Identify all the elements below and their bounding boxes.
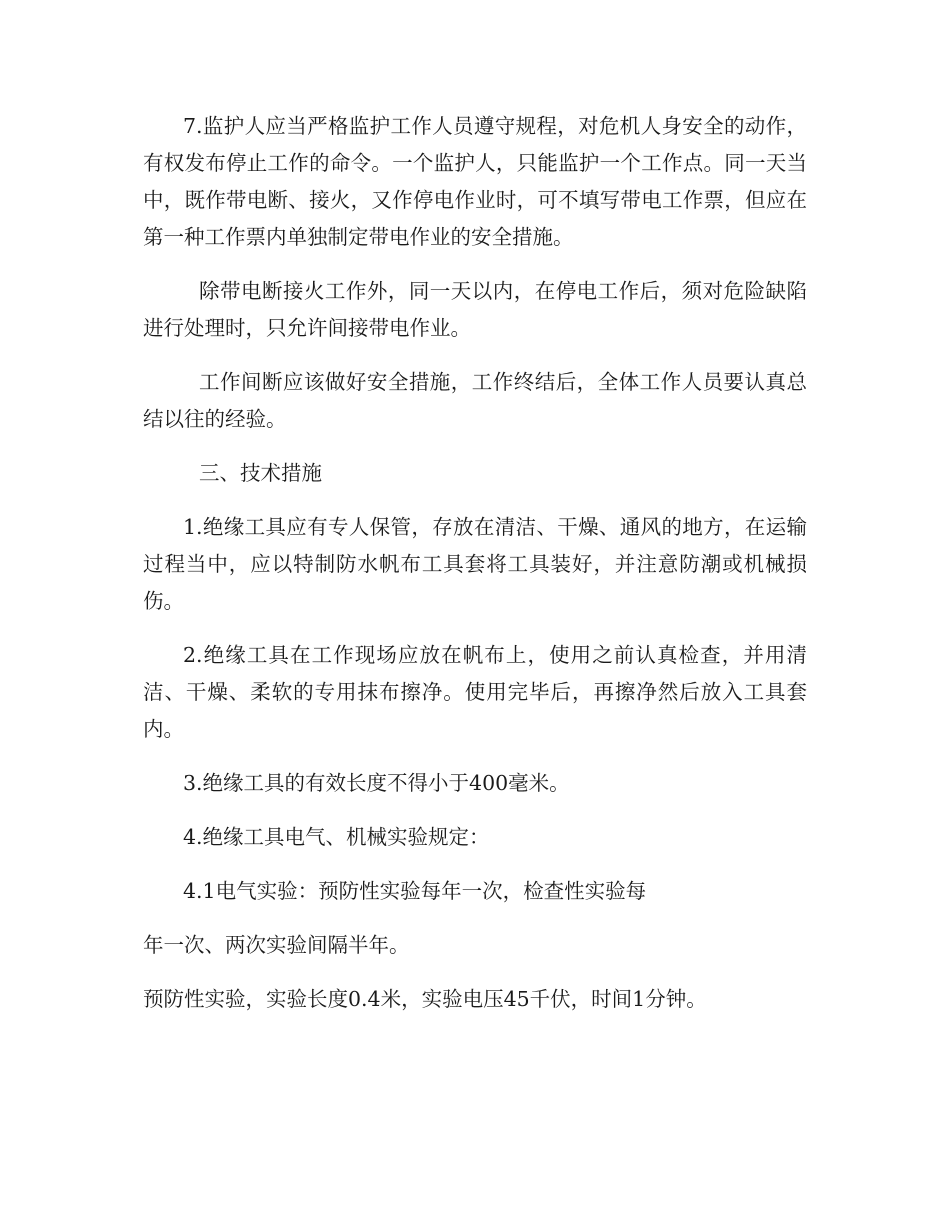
paragraph-item-4-1: 4.1电气实验：预防性实验每年一次，检查性实验每 [183,879,647,903]
paragraph-item-2: 2.绝缘工具在工作现场应放在帆布上，使用之前认真检查，并用清洁、干燥、柔软的专用抹布擦净。使用完毕后，再擦净然后放入工具套内。 [143,643,807,741]
paragraph-item-3: 3.绝缘工具的有效长度不得小于400毫米。 [183,771,570,795]
paragraph-live-work-exception: 除带电断接火工作外，同一天以内，在停电工作后，须对危险缺陷进行处理时，只允许间接带电作业。 [143,279,807,340]
section-heading-technical-measures: 三、技术措施 [199,461,322,485]
document-body [143,108,807,1018]
paragraph-item-4-1-continued: 年一次、两次实验间隔半年。 [143,933,410,957]
paragraph-preventive-test: 预防性实验，实验长度0.4米，实验电压45千伏，时间1分钟。 [143,987,707,1011]
paragraph-item-1: 1.绝缘工具应有专人保管，存放在清洁、干燥、通风的地方，在运输过程当中，应以特制防水帆布工具套将工具装好，并注意防潮或机械损伤。 [143,515,807,613]
paragraph-item-7: 7.监护人应当严格监护工作人员遵守规程，对危机人身安全的动作，有权发布停止工作的命令。一个监护人，只能监护一个工作点。同一天当中，既作带电断、接火，又作停电作业时，可不填写带电工作票，但应在第一种工作票内单独制定带电作业的安全措施。 [143,114,807,249]
paragraph-item-4: 4.绝缘工具电气、机械实验规定： [183,825,490,849]
paragraph-work-interruption: 工作间断应该做好安全措施，工作终结后，全体工作人员要认真总结以往的经验。 [143,370,807,431]
